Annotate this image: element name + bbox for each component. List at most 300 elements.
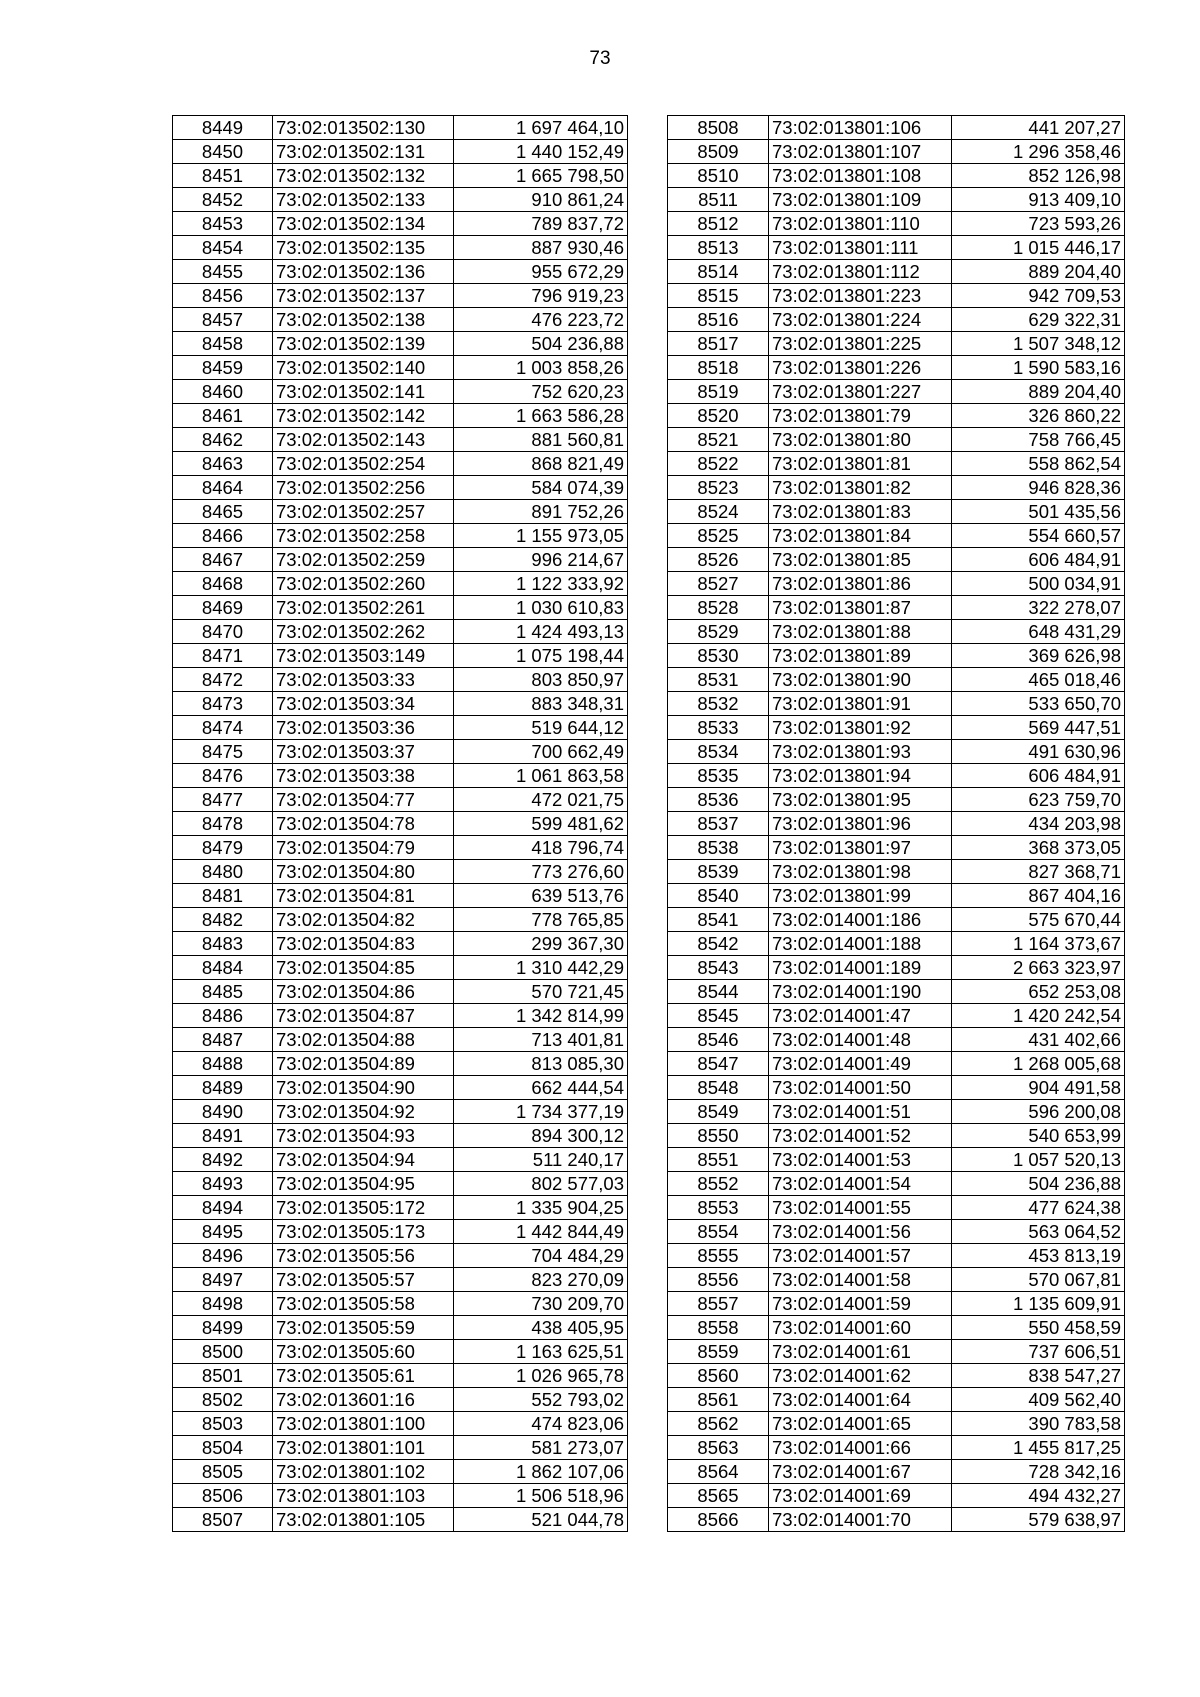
table-row — [173, 404, 628, 428]
row-number-cell: 8554 — [668, 1220, 769, 1244]
row-number-cell: 8482 — [173, 908, 273, 932]
cadastral-number-cell: 73:02:014001:58 — [769, 1268, 952, 1292]
value-cell: 474 823,06 — [454, 1412, 628, 1436]
row-number-cell: 8489 — [173, 1076, 273, 1100]
table-row — [668, 164, 1125, 188]
cadastral-number-cell: 73:02:013502:254 — [273, 452, 454, 476]
table-row — [668, 524, 1125, 548]
row-number-cell: 8507 — [173, 1508, 273, 1532]
table-row — [173, 188, 628, 212]
row-number-cell: 8524 — [668, 500, 769, 524]
table-row — [173, 1220, 628, 1244]
cadastral-number-cell: 73:02:013801:110 — [769, 212, 952, 236]
table-row — [668, 260, 1125, 284]
row-number-cell: 8490 — [173, 1100, 273, 1124]
table-row — [173, 1268, 628, 1292]
table-row — [173, 1196, 628, 1220]
row-number-cell: 8467 — [173, 548, 273, 572]
row-number-cell: 8484 — [173, 956, 273, 980]
table-row — [668, 1388, 1125, 1412]
table-row — [173, 260, 628, 284]
table-row — [668, 1436, 1125, 1460]
cadastral-number-cell: 73:02:013502:134 — [273, 212, 454, 236]
row-number-cell: 8543 — [668, 956, 769, 980]
row-number-cell: 8537 — [668, 812, 769, 836]
row-number-cell: 8562 — [668, 1412, 769, 1436]
row-number-cell: 8528 — [668, 596, 769, 620]
row-number-cell: 8541 — [668, 908, 769, 932]
table-row — [173, 284, 628, 308]
cadastral-number-cell: 73:02:013801:226 — [769, 356, 952, 380]
value-cell: 390 783,58 — [952, 1412, 1125, 1436]
page-number: 73 — [589, 48, 611, 69]
table-row — [173, 596, 628, 620]
cadastral-number-cell: 73:02:014001:64 — [769, 1388, 952, 1412]
row-number-cell: 8544 — [668, 980, 769, 1004]
value-cell: 501 435,56 — [952, 500, 1125, 524]
value-cell: 1 440 152,49 — [454, 140, 628, 164]
cadastral-number-cell: 73:02:014001:52 — [769, 1124, 952, 1148]
row-number-cell: 8545 — [668, 1004, 769, 1028]
table-row — [173, 1316, 628, 1340]
row-number-cell: 8475 — [173, 740, 273, 764]
cadastral-number-cell: 73:02:013801:95 — [769, 788, 952, 812]
value-cell: 1 697 464,10 — [454, 116, 628, 140]
table-row — [668, 1124, 1125, 1148]
value-cell: 504 236,88 — [952, 1172, 1125, 1196]
table-row — [668, 236, 1125, 260]
value-cell: 704 484,29 — [454, 1244, 628, 1268]
row-number-cell: 8455 — [173, 260, 273, 284]
cadastral-number-cell: 73:02:013801:86 — [769, 572, 952, 596]
table-row — [668, 764, 1125, 788]
cadastral-number-cell: 73:02:013801:81 — [769, 452, 952, 476]
row-number-cell: 8457 — [173, 308, 273, 332]
cadastral-number-cell: 73:02:013502:261 — [273, 596, 454, 620]
cadastral-number-cell: 73:02:014001:61 — [769, 1340, 952, 1364]
cadastral-number-cell: 73:02:013502:131 — [273, 140, 454, 164]
table-row — [668, 668, 1125, 692]
row-number-cell: 8488 — [173, 1052, 273, 1076]
cadastral-number-cell: 73:02:013801:96 — [769, 812, 952, 836]
value-cell: 550 458,59 — [952, 1316, 1125, 1340]
row-number-cell: 8464 — [173, 476, 273, 500]
value-cell: 596 200,08 — [952, 1100, 1125, 1124]
cadastral-number-cell: 73:02:013801:223 — [769, 284, 952, 308]
cadastral-number-cell: 73:02:013801:227 — [769, 380, 952, 404]
cadastral-number-cell: 73:02:013502:132 — [273, 164, 454, 188]
row-number-cell: 8468 — [173, 572, 273, 596]
cadastral-number-cell: 73:02:013504:87 — [273, 1004, 454, 1028]
table-row — [173, 1340, 628, 1364]
row-number-cell: 8538 — [668, 836, 769, 860]
cadastral-number-cell: 73:02:013502:137 — [273, 284, 454, 308]
row-number-cell: 8508 — [668, 116, 769, 140]
row-number-cell: 8566 — [668, 1508, 769, 1532]
table-row — [173, 908, 628, 932]
row-number-cell: 8530 — [668, 644, 769, 668]
cadastral-number-cell: 73:02:014001:48 — [769, 1028, 952, 1052]
table-row — [173, 668, 628, 692]
table-row — [173, 692, 628, 716]
cadastral-number-cell: 73:02:013504:92 — [273, 1100, 454, 1124]
value-cell: 584 074,39 — [454, 476, 628, 500]
table-row — [173, 1004, 628, 1028]
value-cell: 730 209,70 — [454, 1292, 628, 1316]
value-cell: 569 447,51 — [952, 716, 1125, 740]
cadastral-number-cell: 73:02:013801:91 — [769, 692, 952, 716]
cadastral-number-cell: 73:02:013502:257 — [273, 500, 454, 524]
table-row — [668, 836, 1125, 860]
table-row — [173, 332, 628, 356]
value-cell: 519 644,12 — [454, 716, 628, 740]
right-register-table — [667, 115, 1125, 1532]
table-row — [668, 500, 1125, 524]
table-row — [668, 1292, 1125, 1316]
cadastral-number-cell: 73:02:013504:90 — [273, 1076, 454, 1100]
row-number-cell: 8546 — [668, 1028, 769, 1052]
row-number-cell: 8512 — [668, 212, 769, 236]
cadastral-number-cell: 73:02:013502:141 — [273, 380, 454, 404]
value-cell: 2 663 323,97 — [952, 956, 1125, 980]
value-cell: 1 424 493,13 — [454, 620, 628, 644]
table-row — [668, 956, 1125, 980]
value-cell: 533 650,70 — [952, 692, 1125, 716]
row-number-cell: 8527 — [668, 572, 769, 596]
cadastral-number-cell: 73:02:013801:93 — [769, 740, 952, 764]
cadastral-number-cell: 73:02:014001:60 — [769, 1316, 952, 1340]
table-row — [173, 452, 628, 476]
value-cell: 1 164 373,67 — [952, 932, 1125, 956]
table-row — [668, 212, 1125, 236]
table-row — [173, 380, 628, 404]
value-cell: 996 214,67 — [454, 548, 628, 572]
value-cell: 570 721,45 — [454, 980, 628, 1004]
row-number-cell: 8463 — [173, 452, 273, 476]
cadastral-number-cell: 73:02:013502:135 — [273, 236, 454, 260]
value-cell: 434 203,98 — [952, 812, 1125, 836]
row-number-cell: 8458 — [173, 332, 273, 356]
row-number-cell: 8532 — [668, 692, 769, 716]
value-cell: 891 752,26 — [454, 500, 628, 524]
value-cell: 299 367,30 — [454, 932, 628, 956]
table-row — [668, 884, 1125, 908]
table-row — [668, 284, 1125, 308]
cadastral-number-cell: 73:02:013801:108 — [769, 164, 952, 188]
table-row — [173, 548, 628, 572]
value-cell: 623 759,70 — [952, 788, 1125, 812]
table-row — [173, 1484, 628, 1508]
row-number-cell: 8513 — [668, 236, 769, 260]
cadastral-number-cell: 73:02:013801:112 — [769, 260, 952, 284]
value-cell: 563 064,52 — [952, 1220, 1125, 1244]
value-cell: 894 300,12 — [454, 1124, 628, 1148]
value-cell: 1 075 198,44 — [454, 644, 628, 668]
value-cell: 1 296 358,46 — [952, 140, 1125, 164]
value-cell: 418 796,74 — [454, 836, 628, 860]
value-cell: 942 709,53 — [952, 284, 1125, 308]
row-number-cell: 8526 — [668, 548, 769, 572]
cadastral-number-cell: 73:02:013504:79 — [273, 836, 454, 860]
row-number-cell: 8515 — [668, 284, 769, 308]
value-cell: 368 373,05 — [952, 836, 1125, 860]
table-row — [173, 1412, 628, 1436]
cadastral-number-cell: 73:02:013504:77 — [273, 788, 454, 812]
cadastral-number-cell: 73:02:013502:262 — [273, 620, 454, 644]
value-cell: 521 044,78 — [454, 1508, 628, 1532]
table-row — [668, 1076, 1125, 1100]
cadastral-number-cell: 73:02:013801:90 — [769, 668, 952, 692]
table-row — [173, 1100, 628, 1124]
row-number-cell: 8556 — [668, 1268, 769, 1292]
row-number-cell: 8479 — [173, 836, 273, 860]
cadastral-number-cell: 73:02:013801:89 — [769, 644, 952, 668]
table-row — [668, 1412, 1125, 1436]
table-row — [668, 356, 1125, 380]
row-number-cell: 8564 — [668, 1460, 769, 1484]
row-number-cell: 8473 — [173, 692, 273, 716]
cadastral-number-cell: 73:02:014001:70 — [769, 1508, 952, 1532]
row-number-cell: 8481 — [173, 884, 273, 908]
value-cell: 1 155 973,05 — [454, 524, 628, 548]
row-number-cell: 8551 — [668, 1148, 769, 1172]
table-row — [668, 692, 1125, 716]
cadastral-number-cell: 73:02:013505:61 — [273, 1364, 454, 1388]
value-cell: 1 335 904,25 — [454, 1196, 628, 1220]
row-number-cell: 8560 — [668, 1364, 769, 1388]
cadastral-number-cell: 73:02:013801:111 — [769, 236, 952, 260]
table-row — [173, 1124, 628, 1148]
value-cell: 838 547,27 — [952, 1364, 1125, 1388]
value-cell: 802 577,03 — [454, 1172, 628, 1196]
row-number-cell: 8476 — [173, 764, 273, 788]
table-row — [173, 236, 628, 260]
table-row — [668, 476, 1125, 500]
cadastral-number-cell: 73:02:013505:60 — [273, 1340, 454, 1364]
value-cell: 868 821,49 — [454, 452, 628, 476]
cadastral-number-cell: 73:02:013502:258 — [273, 524, 454, 548]
table-row — [173, 740, 628, 764]
row-number-cell: 8451 — [173, 164, 273, 188]
value-cell: 409 562,40 — [952, 1388, 1125, 1412]
row-number-cell: 8542 — [668, 932, 769, 956]
value-cell: 369 626,98 — [952, 644, 1125, 668]
table-row — [668, 308, 1125, 332]
cadastral-number-cell: 73:02:014001:59 — [769, 1292, 952, 1316]
table-row — [668, 1148, 1125, 1172]
table-row — [173, 1028, 628, 1052]
value-cell: 1 061 863,58 — [454, 764, 628, 788]
value-cell: 887 930,46 — [454, 236, 628, 260]
table-row — [668, 1004, 1125, 1028]
row-number-cell: 8462 — [173, 428, 273, 452]
value-cell: 803 850,97 — [454, 668, 628, 692]
row-number-cell: 8499 — [173, 1316, 273, 1340]
table-row — [668, 1340, 1125, 1364]
value-cell: 477 624,38 — [952, 1196, 1125, 1220]
cadastral-number-cell: 73:02:013503:37 — [273, 740, 454, 764]
table-row — [668, 932, 1125, 956]
value-cell: 579 638,97 — [952, 1508, 1125, 1532]
row-number-cell: 8548 — [668, 1076, 769, 1100]
cadastral-number-cell: 73:02:014001:62 — [769, 1364, 952, 1388]
value-cell: 570 067,81 — [952, 1268, 1125, 1292]
row-number-cell: 8498 — [173, 1292, 273, 1316]
cadastral-number-cell: 73:02:013801:82 — [769, 476, 952, 500]
cadastral-number-cell: 73:02:013505:172 — [273, 1196, 454, 1220]
row-number-cell: 8494 — [173, 1196, 273, 1220]
row-number-cell: 8519 — [668, 380, 769, 404]
value-cell: 700 662,49 — [454, 740, 628, 764]
cadastral-number-cell: 73:02:013801:99 — [769, 884, 952, 908]
table-row — [668, 116, 1125, 140]
row-number-cell: 8450 — [173, 140, 273, 164]
cadastral-number-cell: 73:02:014001:67 — [769, 1460, 952, 1484]
table-row — [173, 716, 628, 740]
row-number-cell: 8521 — [668, 428, 769, 452]
table-row — [173, 1364, 628, 1388]
value-cell: 431 402,66 — [952, 1028, 1125, 1052]
cadastral-number-cell: 73:02:014001:55 — [769, 1196, 952, 1220]
value-cell: 752 620,23 — [454, 380, 628, 404]
cadastral-number-cell: 73:02:013503:34 — [273, 692, 454, 716]
value-cell: 1 030 610,83 — [454, 596, 628, 620]
table-row — [173, 884, 628, 908]
cadastral-number-cell: 73:02:013504:94 — [273, 1148, 454, 1172]
cadastral-number-cell: 73:02:013504:85 — [273, 956, 454, 980]
value-cell: 575 670,44 — [952, 908, 1125, 932]
row-number-cell: 8559 — [668, 1340, 769, 1364]
right-table-body — [668, 116, 1125, 1532]
cadastral-number-cell: 73:02:014001:190 — [769, 980, 952, 1004]
row-number-cell: 8495 — [173, 1220, 273, 1244]
row-number-cell: 8474 — [173, 716, 273, 740]
cadastral-number-cell: 73:02:014001:188 — [769, 932, 952, 956]
table-row — [668, 428, 1125, 452]
table-row — [173, 932, 628, 956]
row-number-cell: 8557 — [668, 1292, 769, 1316]
row-number-cell: 8531 — [668, 668, 769, 692]
cadastral-number-cell: 73:02:013505:59 — [273, 1316, 454, 1340]
row-number-cell: 8465 — [173, 500, 273, 524]
value-cell: 1 590 583,16 — [952, 356, 1125, 380]
table-row — [668, 452, 1125, 476]
cadastral-number-cell: 73:02:013502:142 — [273, 404, 454, 428]
value-cell: 629 322,31 — [952, 308, 1125, 332]
value-cell: 913 409,10 — [952, 188, 1125, 212]
row-number-cell: 8460 — [173, 380, 273, 404]
value-cell: 1 420 242,54 — [952, 1004, 1125, 1028]
table-row — [668, 1268, 1125, 1292]
value-cell: 606 484,91 — [952, 548, 1125, 572]
row-number-cell: 8453 — [173, 212, 273, 236]
value-cell: 1 310 442,29 — [454, 956, 628, 980]
value-cell: 1 734 377,19 — [454, 1100, 628, 1124]
row-number-cell: 8511 — [668, 188, 769, 212]
value-cell: 1 026 965,78 — [454, 1364, 628, 1388]
table-row — [173, 1172, 628, 1196]
cadastral-number-cell: 73:02:013502:259 — [273, 548, 454, 572]
row-number-cell: 8500 — [173, 1340, 273, 1364]
cadastral-number-cell: 73:02:014001:65 — [769, 1412, 952, 1436]
value-cell: 823 270,09 — [454, 1268, 628, 1292]
table-row — [173, 572, 628, 596]
table-row — [668, 404, 1125, 428]
cadastral-number-cell: 73:02:013801:225 — [769, 332, 952, 356]
table-row — [173, 164, 628, 188]
table-row — [668, 716, 1125, 740]
value-cell: 1 442 844,49 — [454, 1220, 628, 1244]
cadastral-number-cell: 73:02:013801:97 — [769, 836, 952, 860]
cadastral-number-cell: 73:02:013504:80 — [273, 860, 454, 884]
value-cell: 1 135 609,91 — [952, 1292, 1125, 1316]
value-cell: 504 236,88 — [454, 332, 628, 356]
cadastral-number-cell: 73:02:013801:84 — [769, 524, 952, 548]
value-cell: 491 630,96 — [952, 740, 1125, 764]
cadastral-number-cell: 73:02:013504:78 — [273, 812, 454, 836]
row-number-cell: 8471 — [173, 644, 273, 668]
value-cell: 500 034,91 — [952, 572, 1125, 596]
cadastral-number-cell: 73:02:013502:256 — [273, 476, 454, 500]
table-row — [173, 1460, 628, 1484]
value-cell: 1 665 798,50 — [454, 164, 628, 188]
cadastral-number-cell: 73:02:013503:38 — [273, 764, 454, 788]
cadastral-number-cell: 73:02:013801:100 — [273, 1412, 454, 1436]
cadastral-number-cell: 73:02:013801:107 — [769, 140, 952, 164]
value-cell: 476 223,72 — [454, 308, 628, 332]
table-row — [173, 1292, 628, 1316]
value-cell: 599 481,62 — [454, 812, 628, 836]
cadastral-number-cell: 73:02:013801:85 — [769, 548, 952, 572]
table-row — [668, 572, 1125, 596]
cadastral-number-cell: 73:02:013801:101 — [273, 1436, 454, 1460]
value-cell: 662 444,54 — [454, 1076, 628, 1100]
cadastral-number-cell: 73:02:014001:49 — [769, 1052, 952, 1076]
value-cell: 1 163 625,51 — [454, 1340, 628, 1364]
table-row — [668, 1460, 1125, 1484]
table-row — [173, 140, 628, 164]
cadastral-number-cell: 73:02:013504:89 — [273, 1052, 454, 1076]
table-row — [173, 308, 628, 332]
row-number-cell: 8492 — [173, 1148, 273, 1172]
cadastral-number-cell: 73:02:013601:16 — [273, 1388, 454, 1412]
table-row — [173, 212, 628, 236]
table-row — [173, 1076, 628, 1100]
value-cell: 322 278,07 — [952, 596, 1125, 620]
cadastral-number-cell: 73:02:013504:81 — [273, 884, 454, 908]
cadastral-number-cell: 73:02:013801:109 — [769, 188, 952, 212]
table-row — [173, 764, 628, 788]
cadastral-number-cell: 73:02:013801:87 — [769, 596, 952, 620]
value-cell: 867 404,16 — [952, 884, 1125, 908]
table-row — [668, 620, 1125, 644]
table-row — [173, 428, 628, 452]
table-row — [173, 1436, 628, 1460]
value-cell: 1 003 858,26 — [454, 356, 628, 380]
cadastral-number-cell: 73:02:013801:103 — [273, 1484, 454, 1508]
table-row — [668, 1196, 1125, 1220]
row-number-cell: 8456 — [173, 284, 273, 308]
cadastral-number-cell: 73:02:013502:133 — [273, 188, 454, 212]
cadastral-number-cell: 73:02:013505:57 — [273, 1268, 454, 1292]
cadastral-number-cell: 73:02:014001:53 — [769, 1148, 952, 1172]
table-row — [173, 836, 628, 860]
row-number-cell: 8520 — [668, 404, 769, 428]
value-cell: 554 660,57 — [952, 524, 1125, 548]
cadastral-number-cell: 73:02:014001:50 — [769, 1076, 952, 1100]
cadastral-number-cell: 73:02:013801:106 — [769, 116, 952, 140]
value-cell: 955 672,29 — [454, 260, 628, 284]
